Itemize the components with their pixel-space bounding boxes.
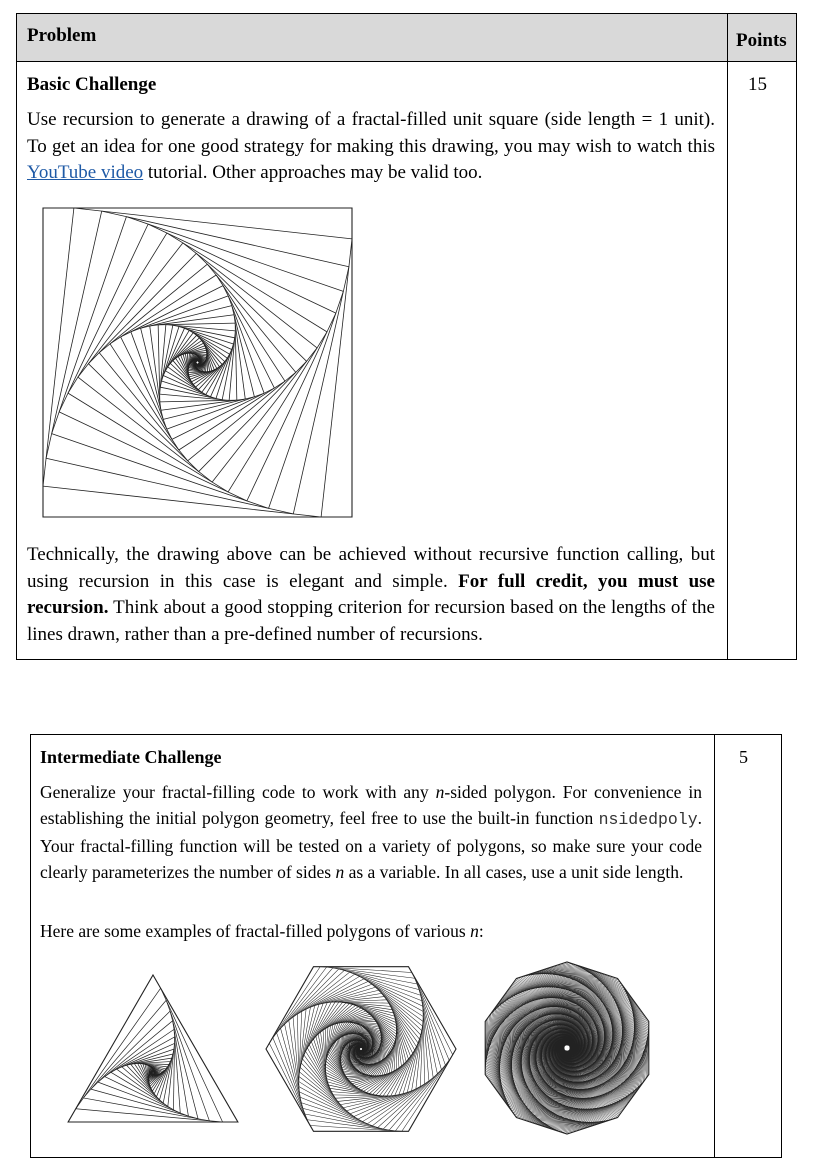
fractal-line — [43, 208, 74, 486]
fractal-line — [46, 211, 102, 458]
fractal-square-figure — [43, 208, 353, 518]
fractal-line — [300, 1067, 346, 1110]
fractal-line — [99, 353, 187, 461]
fractal-line — [297, 976, 359, 1014]
header-problem: Problem — [27, 25, 97, 46]
fractal-line — [207, 264, 295, 372]
nsidedpoly-code: nsidedpoly — [598, 810, 698, 829]
fractal-line — [173, 1021, 189, 1116]
fractal-line — [378, 1074, 438, 1128]
fractal-line — [228, 332, 327, 492]
fractal-line — [420, 1016, 423, 1086]
fractal-line — [59, 224, 148, 412]
basic-challenge-paragraph-2: Technically, the drawing above can be achieved without recursive function calling, but using recursion in this case is elegant and simple. For full credit, you must use recursion. Think about a good stopping criterion for recursion based on the lengths of the lines drawn, rather than a pre-defined number of recursions. — [27, 544, 715, 645]
fractal-line — [302, 979, 364, 1012]
fractal-line — [83, 1000, 166, 1098]
fractal-line — [196, 253, 306, 361]
fractal-triangle-figure — [61, 965, 246, 1135]
fractal-line — [148, 224, 336, 313]
intermediate-challenge-paragraph-2: Here are some examples of fractal-filled polygons of various n: — [40, 921, 484, 941]
fractal-line — [363, 1084, 425, 1122]
youtube-video-link[interactable]: YouTube video — [27, 162, 144, 183]
fractal-line — [52, 217, 127, 434]
fractal-line — [303, 1059, 341, 1105]
fractal-line — [350, 972, 422, 1001]
fractal-line — [68, 233, 167, 393]
fractal-line — [247, 313, 336, 501]
fractal-line — [277, 1033, 305, 1114]
fractal-line — [321, 239, 352, 517]
fractal-line — [340, 1095, 398, 1105]
fractal-line — [52, 434, 269, 509]
fractal-line — [99, 264, 207, 352]
fractal-hexagon-figure — [264, 963, 459, 1135]
fractal-line — [299, 1009, 306, 1076]
fractal-line — [174, 1029, 180, 1113]
fractal-line — [269, 291, 344, 508]
intermediate-challenge-points: 5 — [739, 747, 748, 767]
fractal-line — [327, 967, 415, 978]
fractal-line — [323, 993, 381, 1003]
fractal-line — [88, 253, 196, 363]
intermediate-challenge-paragraph-1: Generalize your fractal-filling code to work with any n-sided polygon. For convenience in establishing the initial polygon geometry, feel free to use the built-in function nsidedpoly. Your fractal-filling function will be tested on a variety of polygons, so make sure your code clearly parameterizes the number of sides n as a variable. In all cases, use a unit side length. — [40, 782, 702, 882]
fractal-line — [300, 1006, 314, 1068]
fractal-line — [320, 967, 412, 973]
header-points: Points — [736, 30, 787, 51]
fractal-line — [358, 1087, 420, 1120]
fractal-decagon-figure — [479, 963, 655, 1133]
fractal-line — [331, 1000, 386, 1002]
fractal-line — [307, 1120, 395, 1131]
fractal-line — [407, 1031, 421, 1093]
basic-challenge-title: Basic Challenge — [27, 74, 157, 95]
table-header — [17, 14, 796, 61]
fractal-line — [382, 993, 420, 1039]
fractal-line — [91, 1089, 198, 1119]
fractal-line — [416, 1021, 423, 1088]
fractal-line — [68, 393, 228, 492]
fractal-line — [88, 364, 198, 472]
basic-challenge-paragraph-1: Use recursion to generate a drawing of a fractal-filled unit square (side length = 1 unit). To get an idea for one good strategy for making this drawing, you may wish to watch this YouTube video tutorial. Other approaches may be valid too. — [27, 109, 715, 183]
fractal-line — [46, 458, 293, 514]
fractal-line — [300, 1097, 372, 1126]
fractal-line — [102, 211, 349, 267]
fractal-line — [167, 233, 327, 332]
fractal-line — [417, 984, 445, 1065]
fractal-line — [310, 1126, 402, 1132]
fractal-line — [285, 970, 345, 1024]
fractal-line — [299, 1011, 302, 1081]
fractal-line — [375, 987, 421, 1030]
problem-table — [16, 13, 797, 660]
fractal-line — [335, 1096, 390, 1098]
intermediate-table — [30, 734, 782, 1158]
intermediate-challenge-title: Intermediate Challenge — [40, 747, 222, 767]
fractal-line — [199, 361, 307, 471]
basic-challenge-points: 15 — [748, 74, 767, 95]
fractal-line — [293, 267, 349, 514]
fractal-line — [76, 988, 161, 1109]
fractal-line — [161, 988, 223, 1122]
fractal-line — [59, 412, 247, 501]
fractal-line — [188, 372, 296, 460]
fractal-line — [98, 1082, 188, 1116]
fractal-line — [43, 486, 321, 517]
fractal-line — [83, 1098, 209, 1121]
fractal-line — [74, 208, 352, 239]
fractal-line — [76, 1109, 223, 1122]
fractal-line — [126, 217, 343, 292]
